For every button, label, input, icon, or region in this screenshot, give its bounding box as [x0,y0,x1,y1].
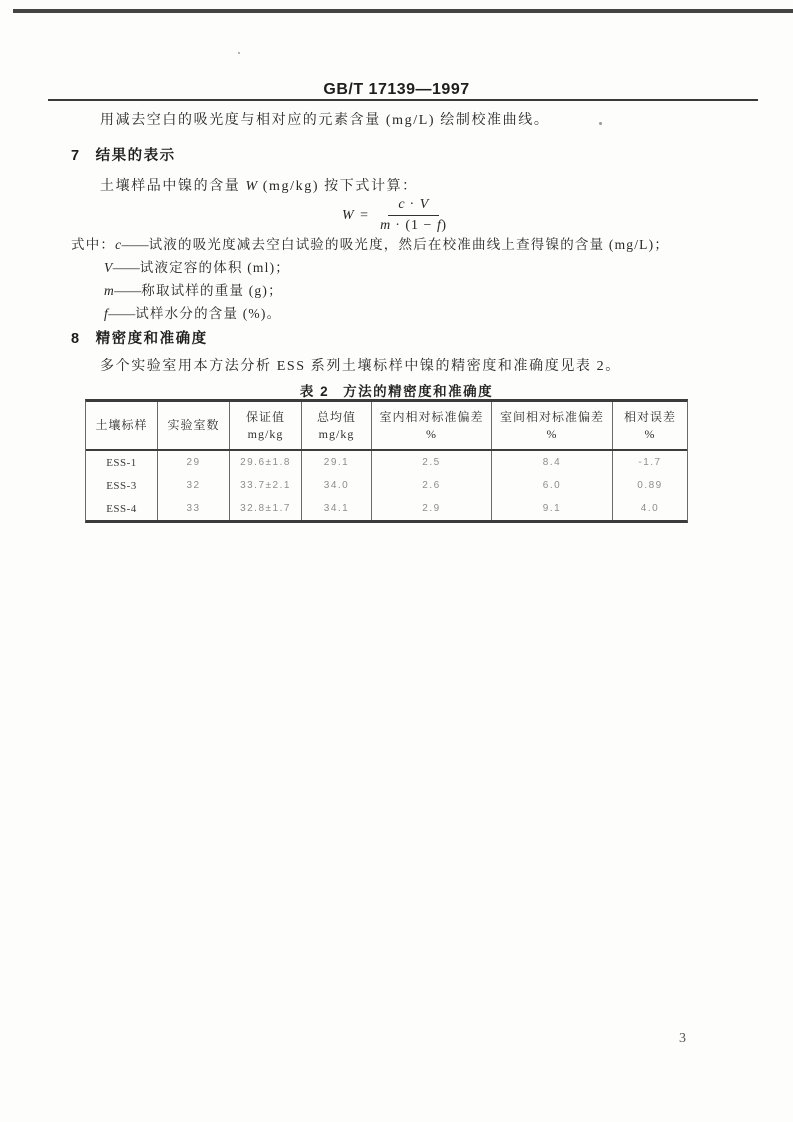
lab-count: 33 [186,503,201,514]
formula-intro-paragraph [100,177,418,197]
table-caption-title: 方法的精密度和准确度 [343,384,494,399]
variable-m: m [380,218,391,233]
definition-c [71,235,669,254]
variable-v: V [104,260,113,275]
table-header-row [86,402,687,451]
column-header-certified-value: 保证值 mg/kg [230,402,302,449]
column-header-soil-sample: 土壤标样 [86,402,158,449]
inter-lab-rsd: 8.4 [542,457,562,468]
header-rule [48,99,758,101]
formula-intro-post: (mg/kg) 按下式计算： [257,179,418,194]
closing-paren: ) [441,218,447,233]
formula-lhs: W [342,207,355,223]
variable-v: V [419,197,429,212]
certified-value: 32.8±1.7 [240,503,291,514]
table-row-ess-3 [86,474,687,497]
inter-lab-rsd: 6.0 [542,480,562,491]
table-row-ess-1 [86,451,687,474]
definitions-label: 式中： [71,237,116,252]
variable-f: f [104,306,109,321]
lab-count: 29 [186,457,201,468]
sample-id: ESS-1 [106,456,137,469]
table-caption [0,380,793,400]
intra-lab-rsd: 2.9 [422,503,441,514]
certified-value: 29.6±1.8 [240,457,291,468]
precision-accuracy-table [85,399,688,523]
sample-id: ESS-4 [106,502,137,515]
grand-mean: 29.1 [323,457,350,468]
scan-speck [599,122,602,125]
formula-equals: = [360,207,369,223]
standard-number-header: GB/T 17139—1997 [323,81,470,98]
section-7-number: 7 [71,148,81,164]
column-header-intra-lab-rsd: 室内相对标准偏差 % [372,402,492,449]
variable-w: W [245,179,258,194]
variable-f: f [436,218,442,233]
definition-v-text: 试液定容的体积 (ml)； [139,260,290,275]
table-row-ess-4 [86,497,687,520]
variable-c: c [398,197,406,212]
definition-f [104,304,281,323]
grand-mean: 34.1 [323,503,350,514]
inter-lab-rsd: 9.1 [542,503,562,514]
definition-dash: —— [114,283,142,298]
section-8-heading [71,327,208,348]
definition-dash: —— [112,260,140,275]
column-header-lab-count: 实验室数 [158,402,230,449]
definition-v [104,258,290,277]
section-7-title: 结果的表示 [95,148,176,164]
section-8-number: 8 [71,331,81,347]
scan-edge-artifact [13,9,793,13]
intra-lab-rsd: 2.5 [422,457,441,468]
certified-value: 33.7±2.1 [240,480,291,491]
precision-paragraph: 多个实验室用本方法分析 ESS 系列土壤标样中镍的精密度和准确度见表 2。 [100,359,621,374]
calibration-curve-paragraph: 用减去空白的吸光度与相对应的元素含量 (mg/L) 绘制校准曲线。 [100,113,550,128]
variable-c: c [115,237,122,252]
scan-speck [238,52,240,54]
lab-count: 32 [186,480,201,491]
page-number: 3 [679,1031,687,1046]
fraction-denominator [376,216,451,234]
definition-dash: —— [121,237,149,252]
formula-intro-pre: 土壤样品中镍的含量 [100,179,246,194]
relative-error: -1.7 [638,457,662,468]
nickel-content-formula [0,197,793,234]
section-7-heading [71,144,176,165]
definition-dash: —— [108,306,136,321]
section-8-title: 精密度和准确度 [95,331,208,347]
definition-m-text: 称取试样的重量 (g)； [141,283,283,298]
dot-operator: · [405,197,420,212]
table-caption-label: 表 2 [299,384,330,399]
sample-id: ESS-3 [106,479,137,492]
relative-error: 4.0 [640,503,660,514]
relative-error: 0.89 [637,480,663,491]
fraction-numerator [388,197,438,216]
column-header-inter-lab-rsd: 室间相对标准偏差 % [492,402,613,449]
formula-fraction [376,197,451,234]
definition-c-text: 试液的吸光度减去空白试验的吸光度，然后在校准曲线上查得镍的含量 (mg/L)； [148,237,670,252]
column-header-relative-error: 相对误差 % [623,409,676,441]
intra-lab-rsd: 2.6 [422,480,441,491]
variable-m: m [104,283,115,298]
definition-m [104,281,283,300]
definition-f-text: 试样水分的含量 (%)。 [135,306,282,321]
column-header-grand-mean: 总均值 mg/kg [302,402,372,449]
denominator-expression: · (1 − [390,218,437,233]
grand-mean: 34.0 [323,480,350,491]
